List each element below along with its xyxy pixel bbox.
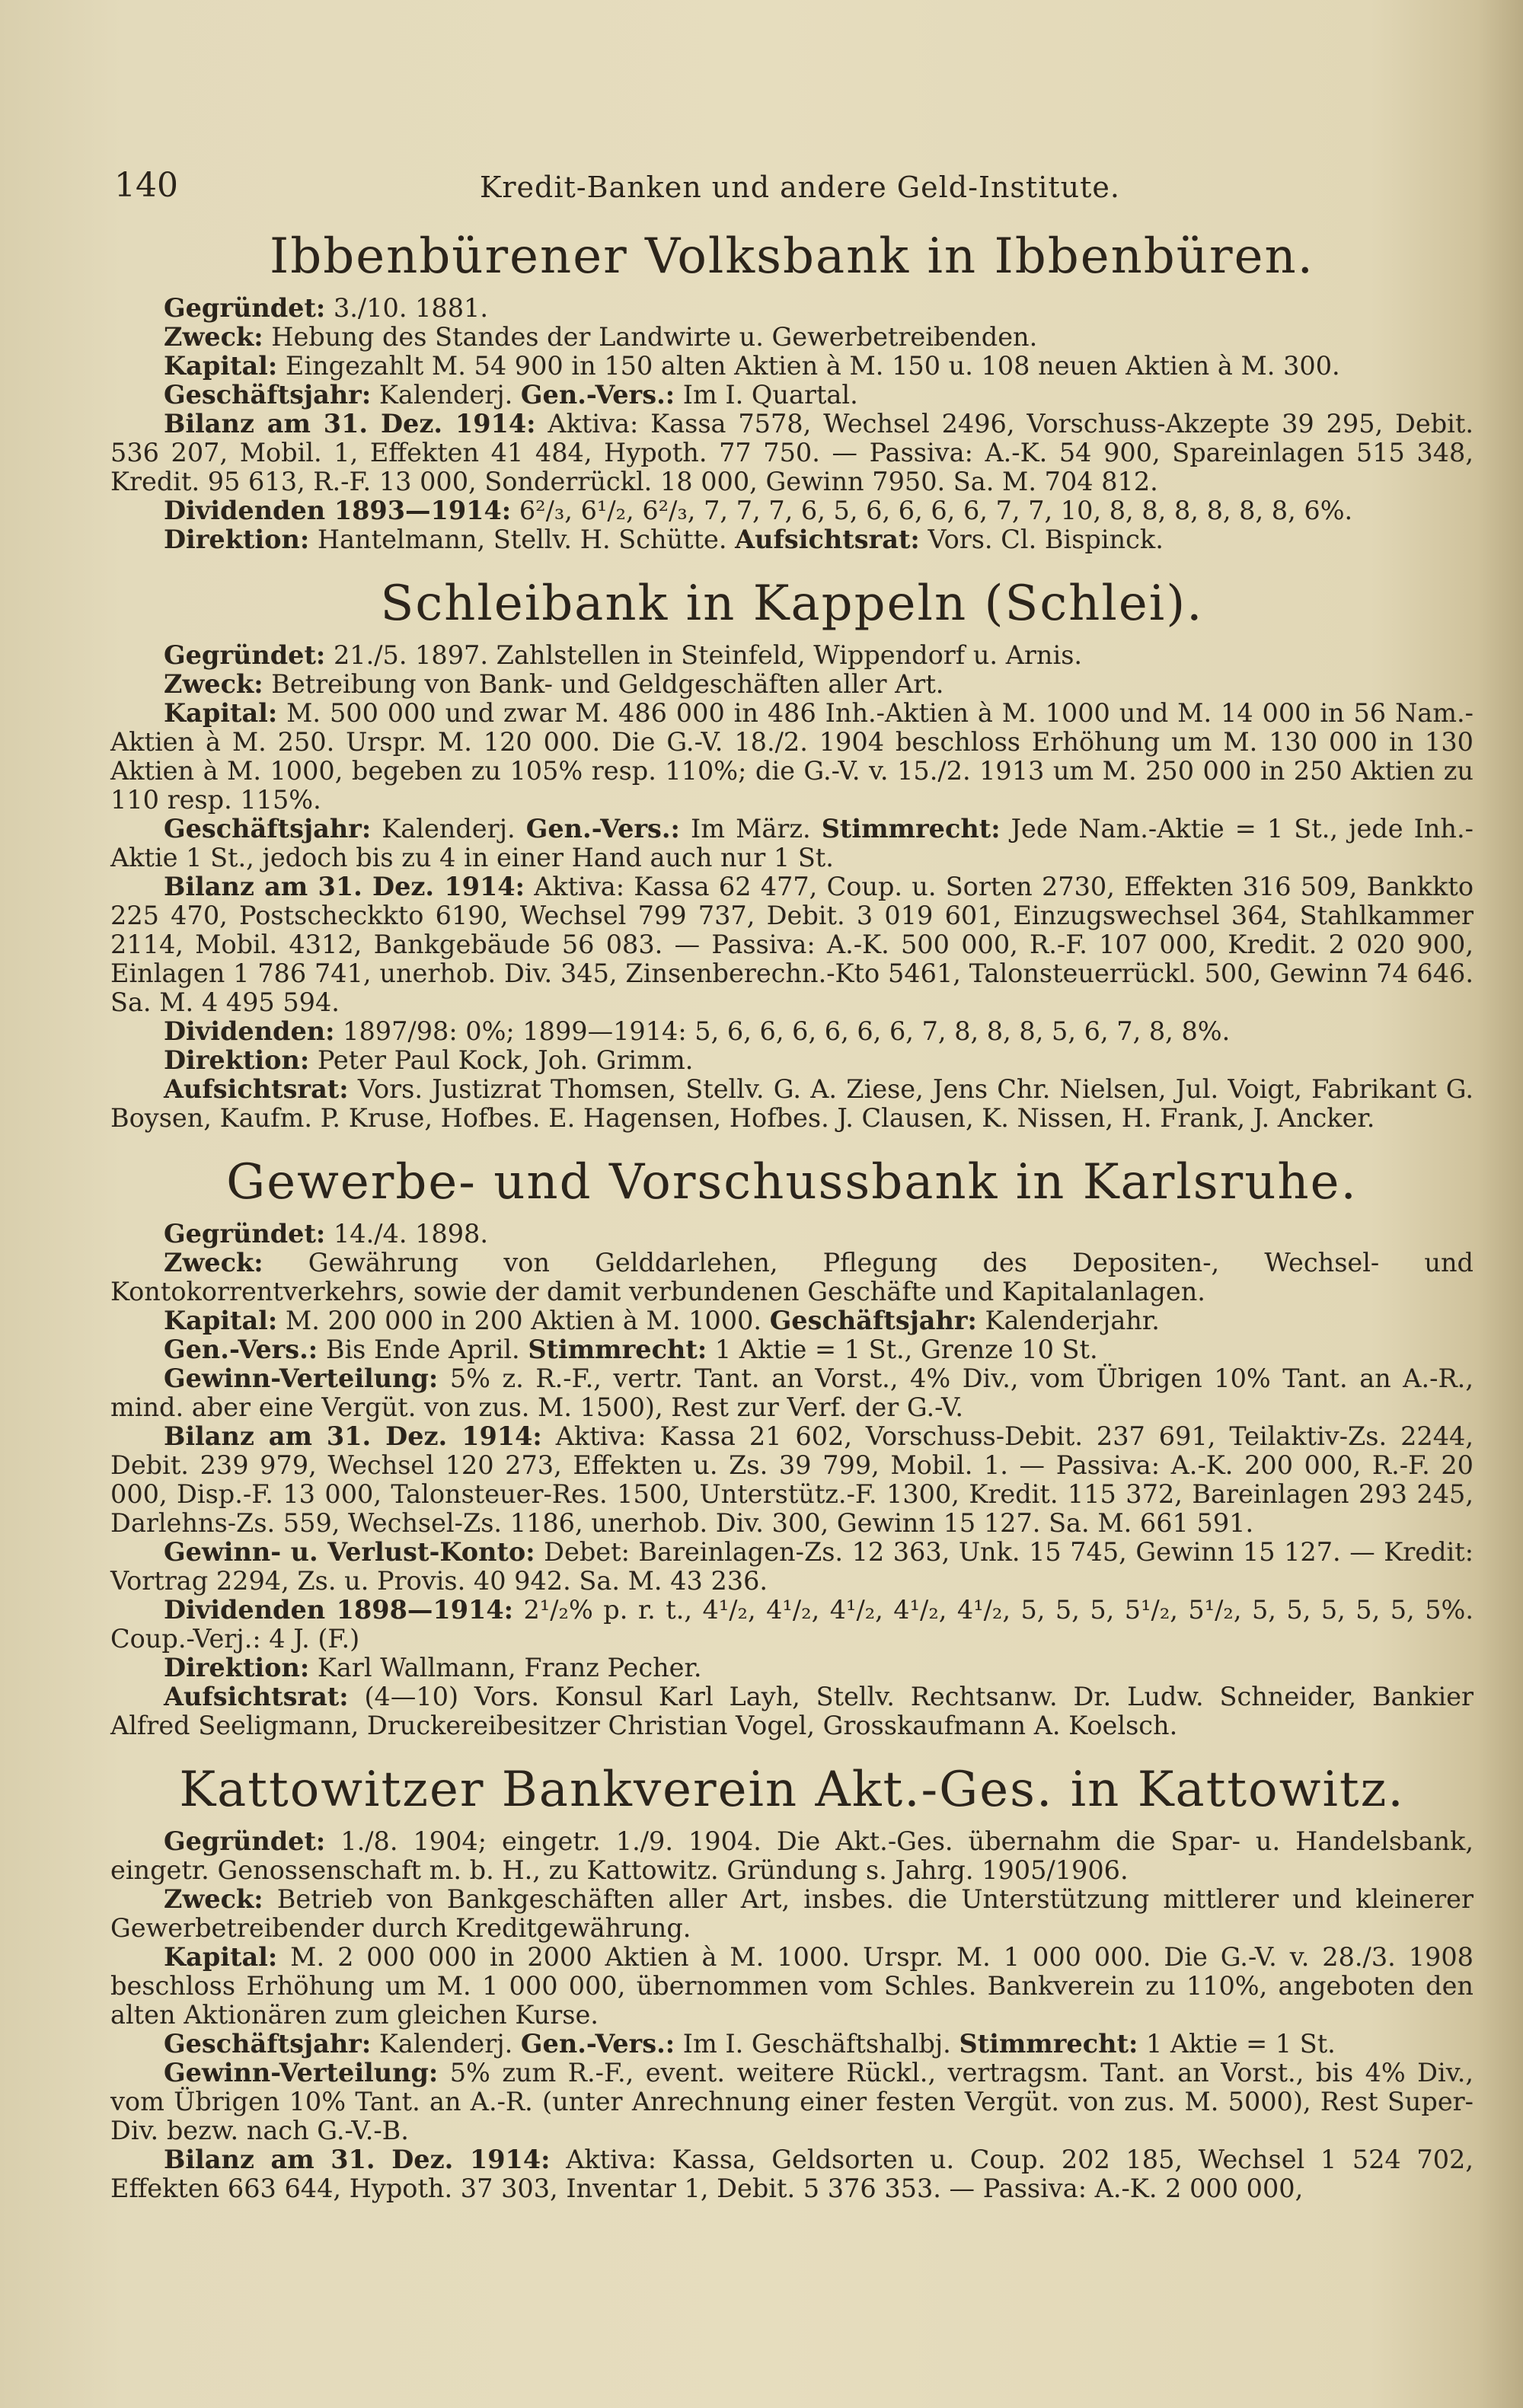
page-header — [114, 166, 1424, 212]
entry-gegruendet: Gegründet: 21./5. 1897. Zahlstellen in Steinfeld, Wippendorf u. Arnis. — [164, 640, 1083, 670]
entry-gewinn-verlust: Gewinn- u. Verlust-Konto: Debet: Bareinlagen-Zs. 12 363, Unk. 15 745, Gewinn 15 127. — Kredit: Vortrag 2294, Zs. u. Provis. 40 942. Sa. M. 43 236. — [110, 1537, 1474, 1596]
entry-bilanz: Bilanz am 31. Dez. 1914: Aktiva: Kassa 21 602, Vorschuss-Debit. 237 691, Teilaktiv-Zs. 2244, Debit. 239 979, Wechsel 120 273, Effekten u. Zs. 39 799, Mobil. 1. — Passiva: A.-K. 200 000, R.-F. 20 000, Disp.-F. 13 000, Talonsteuer-Res. 1500, Unterstütz.-F. 1300, Kredit. 115 372, Bareinlagen 293 245, Darlehns-Zs. 559, Wechsel-Zs. 1186, unerhob. Div. 300, Gewinn 15 127. Sa. M. 661 591. — [110, 1421, 1474, 1538]
entry-geschaeftsjahr: Geschäftsjahr: Kalenderj. Gen.-Vers.: Im I. Geschäftshalbj. Stimmrecht: 1 Aktie = 1 St. — [164, 2029, 1336, 2059]
entry-dividenden: Dividenden 1898—1914: 2¹/₂% p. r. t., 4¹/₂, 4¹/₂, 4¹/₂, 4¹/₂, 4¹/₂, 5, 5, 5, 5¹/₂, 5¹/₂, 5, 5, 5, 5, 5, 5%. Coup.-Verj.: 4 J. (F.) — [110, 1595, 1474, 1654]
entry-direktion: Direktion: Karl Wallmann, Franz Pecher. — [164, 1653, 702, 1682]
entry-gewinn-verteilung: Gewinn-Verteilung: 5% zum R.-F., event. weitere Rückl., vertragsm. Tant. an Vorst., bis 4% Div., vom Übrigen 10% Tant. an A.-R. (unter Anrechnung einer festen Vergüt. von zus. M. 5000), Rest Super-Div. bezw. nach G.-V.-B. — [110, 2058, 1474, 2145]
entry-direktion: Direktion: Peter Paul Kock, Joh. Grimm. — [164, 1045, 694, 1075]
section-title: Gewerbe- und Vorschussbank in Karlsruhe. — [226, 1154, 1358, 1210]
entry-zweck: Zweck: Betrieb von Bankgeschäften aller Art, insbes. die Unterstützung mittlerer und kleinerer Gewerbetreibender durch Kreditgewährung. — [110, 1884, 1474, 1943]
entry-zweck: Zweck: Gewährung von Gelddarlehen, Pflegung des Depositen-, Wechsel- und Kontokorrentverkehrs, sowie der damit verbundenen Geschäfte und Kapitalanlagen. — [110, 1248, 1474, 1306]
entry-kapital: Kapital: M. 500 000 und zwar M. 486 000 in 486 Inh.-Aktien à M. 1000 und M. 14 000 in 56 Nam.-Aktien à M. 250. Urspr. M. 120 000. Die G.-V. 18./2. 1904 beschloss Erhöhung um M. 130 000 in 130 Aktien à M. 1000, begeben zu 105% resp. 110%; die G.-V. v. 15./2. 1913 um M. 250 000 in 250 Aktien zu 110 resp. 115%. — [110, 698, 1474, 815]
entry-direktion: Direktion: Hantelmann, Stellv. H. Schütte. Aufsichtsrat: Vors. Cl. Bispinck. — [164, 525, 1164, 554]
page-content — [110, 228, 1474, 2203]
entry-aufsichtsrat: Aufsichtsrat: (4—10) Vors. Konsul Karl Layh, Stellv. Rechtsanw. Dr. Ludw. Schneider, Bankier Alfred Seeligmann, Druckereibesitzer Christian Vogel, Grosskaufmann A. Koelsch. — [110, 1682, 1474, 1740]
section-title: Kattowitzer Bankverein Akt.-Ges. in Kattowitz. — [179, 1762, 1405, 1818]
entry-dividenden: Dividenden: 1897/98: 0%; 1899—1914: 5, 6, 6, 6, 6, 6, 6, 7, 8, 8, 8, 5, 6, 7, 8, 8%. — [164, 1016, 1231, 1046]
entry-kapital: Kapital: Eingezahlt M. 54 900 in 150 alten Aktien à M. 150 u. 108 neuen Aktien à M. 300. — [164, 351, 1340, 381]
entry-dividenden: Dividenden 1893—1914: 6²/₃, 6¹/₂, 6²/₃, 7, 7, 7, 6, 5, 6, 6, 6, 6, 7, 7, 10, 8, 8, 8, 8, 8, 8, 6%. — [164, 496, 1353, 525]
entry-bilanz: Bilanz am 31. Dez. 1914: Aktiva: Kassa 62 477, Coup. u. Sorten 2730, Effekten 316 509, Bankkto 225 470, Postscheckkto 6190, Wechsel 799 737, Debit. 3 019 601, Einzugswechsel 364, Stahlkammer 2114, Mobil. 4312, Bankgebäude 56 083. — Passiva: A.-K. 500 000, R.-F. 107 000, Kredit. 2 020 900, Einlagen 1 786 741, unerhob. Div. 345, Zinsenberechn.-Kto 5461, Talonsteuerrückl. 500, Gewinn 74 646. Sa. M. 4 495 594. — [110, 872, 1474, 1017]
section-kappeln — [110, 576, 1474, 1133]
section-kattowitz — [110, 1762, 1474, 2203]
running-title: Kredit-Banken und andere Geld-Institute. — [480, 171, 1120, 204]
entry-gegruendet: Gegründet: 1./8. 1904; eingetr. 1./9. 1904. Die Akt.-Ges. übernahm die Spar- u. Handelsbank, eingetr. Genossenschaft m. b. H., zu Kattowitz. Gründung s. Jahrg. 1905/1906. — [110, 1826, 1474, 1885]
entry-gewinn-verteilung: Gewinn-Verteilung: 5% z. R.-F., vertr. Tant. an Vorst., 4% Div., vom Übrigen 10% Tant. an A.-R., mind. aber eine Vergüt. von zus. M. 1500), Rest zur Verf. der G.-V. — [110, 1363, 1474, 1422]
entry-zweck: Zweck: Hebung des Standes der Landwirte u. Gewerbetreibenden. — [164, 322, 1038, 352]
page-number: 140 — [114, 166, 178, 205]
entry-gen-vers: Gen.-Vers.: Bis Ende April. Stimmrecht: 1 Aktie = 1 St., Grenze 10 St. — [164, 1335, 1098, 1364]
entry-geschaeftsjahr: Geschäftsjahr: Kalenderj. Gen.-Vers.: Im I. Quartal. — [164, 380, 858, 410]
entry-bilanz: Bilanz am 31. Dez. 1914: Aktiva: Kassa 7578, Wechsel 2496, Vorschuss-Akzepte 39 295, Debit. 536 207, Mobil. 1, Effekten 41 484, Hypoth. 77 750. — Passiva: A.-K. 54 900, Spareinlagen 515 348, Kredit. 95 613, R.-F. 13 000, Sonderrückl. 18 000, Gewinn 7950. Sa. M. 704 812. — [110, 409, 1474, 496]
entry-kapital: Kapital: M. 200 000 in 200 Aktien à M. 1000. Geschäftsjahr: Kalenderjahr. — [164, 1306, 1160, 1335]
entry-gegruendet: Gegründet: 14./4. 1898. — [164, 1219, 489, 1249]
entry-gegruendet: Gegründet: 3./10. 1881. — [164, 293, 489, 323]
entry-geschaeftsjahr: Geschäftsjahr: Kalenderj. Gen.-Vers.: Im März. Stimmrecht: Jede Nam.-Aktie = 1 St., jede Inh.-Aktie 1 St., jedoch bis zu 4 in einer Hand auch nur 1 St. — [110, 814, 1474, 872]
entry-aufsichtsrat: Aufsichtsrat: Vors. Justizrat Thomsen, Stellv. G. A. Ziese, Jens Chr. Nielsen, Jul. Voigt, Fabrikant G. Boysen, Kaufm. P. Kruse, Hofbes. E. Hagensen, Hofbes. J. Clausen, K. Nissen, H. Frank, J. Ancker. — [110, 1074, 1474, 1133]
section-title: Schleibank in Kappeln (Schlei). — [380, 576, 1204, 632]
entry-zweck: Zweck: Betreibung von Bank- und Geldgeschäften aller Art. — [164, 669, 944, 699]
entry-kapital: Kapital: M. 2 000 000 in 2000 Aktien à M. 1000. Urspr. M. 1 000 000. Die G.-V. v. 28./3. 1908 beschloss Erhöhung um M. 1 000 000, übernommen vom Schles. Bankverein zu 110%, angeboten den alten Aktionären zum gleichen Kurse. — [110, 1942, 1474, 2030]
section-ibbenbueren — [110, 228, 1474, 554]
section-title: Ibbenbürener Volksbank in Ibbenbüren. — [270, 228, 1314, 285]
entry-bilanz: Bilanz am 31. Dez. 1914: Aktiva: Kassa, Geldsorten u. Coup. 202 185, Wechsel 1 524 702, Effekten 663 644, Hypoth. 37 303, Inventar 1, Debit. 5 376 353. — Passiva: A.-K. 2 000 000, — [110, 2145, 1474, 2203]
section-karlsruhe — [110, 1154, 1474, 1740]
